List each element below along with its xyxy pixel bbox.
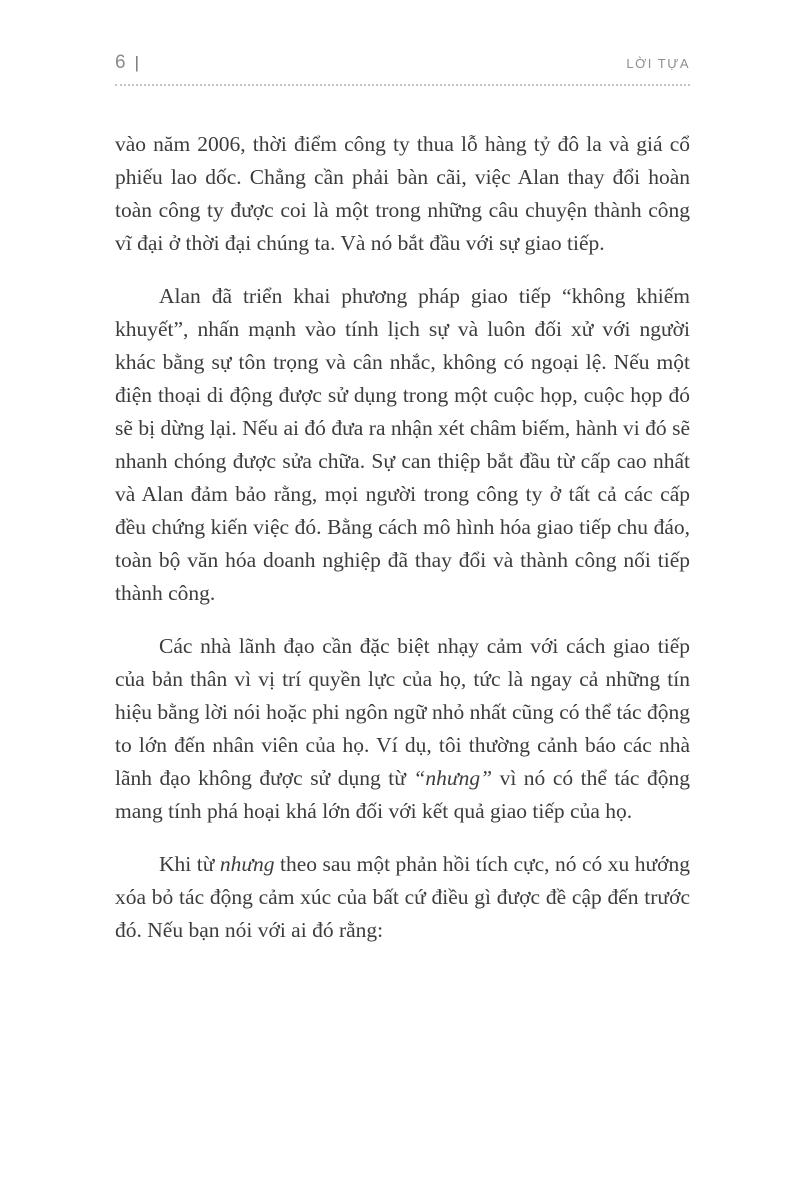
text-run-italic: nhưng xyxy=(219,852,275,876)
text-run: theo sau một phản hồi tích cực, nó có xu hướng xóa bỏ tác động cảm xúc của bất cứ điều gì được đề cập đến trước đó. Nếu bạn nói với ai đó rằng: xyxy=(115,852,690,942)
page-number-group xyxy=(115,52,139,74)
paragraph-2 xyxy=(115,280,690,610)
page-number: 6 xyxy=(115,52,126,73)
page-body xyxy=(115,128,690,947)
text-run: vì nó có thể tác động mang tính phá hoại khá lớn đối với kết quả giao tiếp của họ. xyxy=(115,766,690,823)
text-run: Các nhà lãnh đạo cần đặc biệt nhạy cảm với cách giao tiếp của bản thân vì vị trí quyền lực của họ, tức là ngay cả những tín hiệu bằng lời nói hoặc phi ngôn ngữ nhỏ nhất cũng có thể tác động to lớn đến nhân viên của họ. Ví dụ, tôi thường cảnh báo các nhà lãnh đạo không được sử dụng từ xyxy=(115,634,690,790)
paragraph-3 xyxy=(115,630,690,828)
text-run-italic: “nhưng” xyxy=(413,766,493,790)
text-run: Khi từ xyxy=(159,852,220,876)
text-run: vào năm 2006, thời điểm công ty thua lỗ hàng tỷ đô la và giá cổ phiếu lao dốc. Chẳng cần phải bàn cãi, việc Alan thay đổi hoàn toàn công ty được coi là một trong những câu chuyện thành công vĩ đại ở thời đại chúng ta. Và nó bắt đầu với sự giao tiếp. xyxy=(115,132,690,255)
text-run: Alan đã triển khai phương pháp giao tiếp “không khiếm khuyết”, nhấn mạnh vào tính lịch sự và luôn đối xử với người khác bằng sự tôn trọng và cân nhắc, không có ngoại lệ. Nếu một điện thoại di động được sử dụng trong một cuộc họp, cuộc họp đó sẽ bị dừng lại. Nếu ai đó đưa ra nhận xét châm biếm, hành vi đó sẽ nhanh chóng được sửa chữa. Sự can thiệp bắt đầu từ cấp cao nhất và Alan đảm bảo rằng, mọi người trong công ty ở tất cả các cấp đều chứng kiến việc đó. Bằng cách mô hình hóa giao tiếp chu đáo, toàn bộ văn hóa doanh nghiệp đã thay đổi và thành công nối tiếp thành công. xyxy=(115,284,690,605)
paragraph-1 xyxy=(115,128,690,260)
paragraph-4 xyxy=(115,848,690,947)
header-rule xyxy=(115,84,690,86)
running-header-title: LỜI TỰA xyxy=(626,56,690,71)
page-header xyxy=(115,52,690,74)
header-divider: | xyxy=(134,53,139,72)
